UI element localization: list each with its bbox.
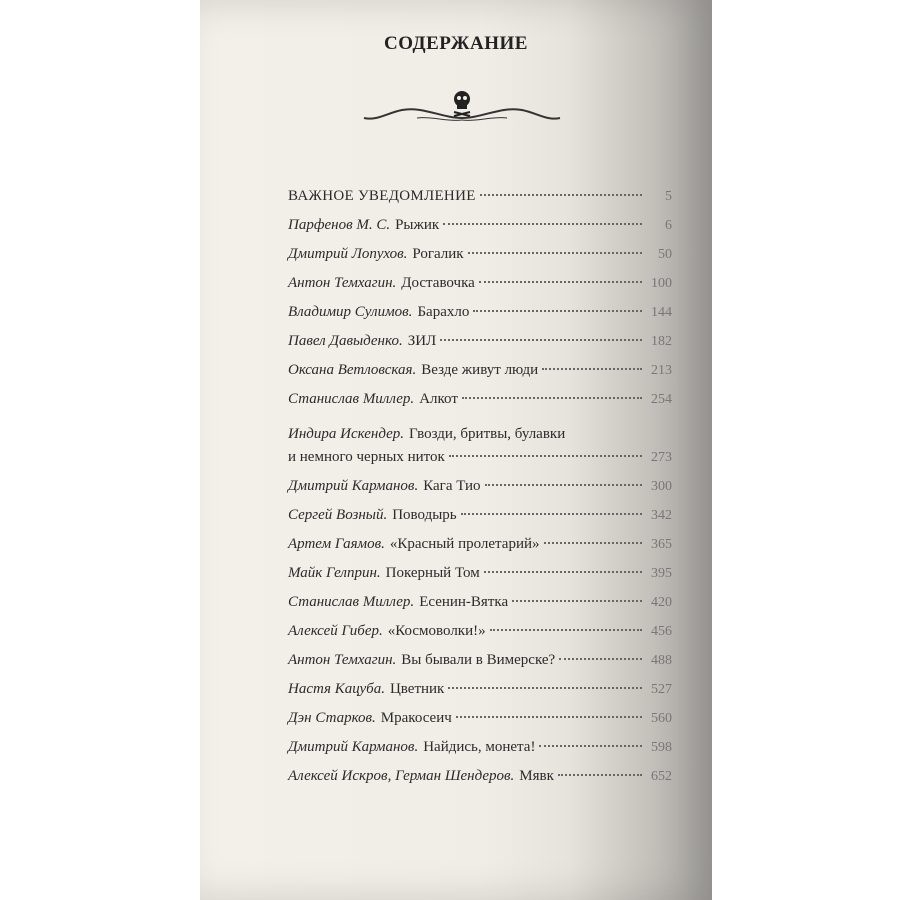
dot-leader: [542, 368, 642, 370]
toc-author: Антон Темхагин.: [288, 652, 397, 668]
toc-title: «Космоволки!»: [387, 623, 486, 639]
toc-entry: [288, 536, 672, 565]
dot-leader: [462, 397, 642, 399]
dot-leader: [456, 716, 642, 718]
toc-entry: [288, 710, 672, 739]
toc-author: Антон Темхагин.: [288, 275, 397, 291]
toc-page-number: 342: [651, 508, 672, 523]
toc-page-number: 598: [651, 740, 672, 755]
toc-entry: [288, 507, 672, 536]
toc-page-number: 50: [658, 247, 672, 262]
dot-leader: [449, 455, 642, 457]
toc-author: Оксана Ветловская.: [288, 362, 417, 378]
dot-leader: [479, 281, 642, 283]
toc-page-number: 254: [651, 392, 672, 407]
toc-page-number: 144: [651, 305, 672, 320]
dot-leader: [468, 252, 642, 254]
toc-author: Артем Гаямов.: [288, 536, 385, 552]
toc-title: Кага Тио: [423, 478, 481, 494]
dot-leader: [558, 774, 642, 776]
toc-title: Вы бывали в Вимерске?: [401, 652, 556, 668]
toc-page-number: 6: [665, 218, 672, 233]
toc-author: Алексей Искров, Герман Шендеров.: [288, 768, 515, 784]
dot-leader: [473, 310, 642, 312]
dot-leader: [490, 629, 642, 631]
toc-author: Парфенов М. С.: [288, 217, 391, 233]
toc-entry: [288, 594, 672, 623]
toc-title: Алкот: [419, 391, 458, 407]
dot-leader: [448, 687, 642, 689]
toc-entry: [288, 217, 672, 246]
toc-page-number: 100: [651, 276, 672, 291]
toc-title: ЗИЛ: [407, 333, 437, 349]
toc-title: Цветник: [389, 681, 445, 697]
toc-title: Покерный Том: [385, 565, 480, 581]
toc-title: Есенин-Вятка: [419, 594, 509, 610]
toc-entry: [288, 420, 672, 478]
dot-leader: [480, 194, 642, 196]
toc-entry: [288, 304, 672, 333]
toc-author: Дмитрий Лопухов.: [288, 246, 408, 262]
toc-entry: [288, 681, 672, 710]
toc-page-number: 395: [651, 566, 672, 581]
toc-title: Доставочка: [401, 275, 475, 291]
dot-leader: [485, 484, 642, 486]
toc-author: Майк Гелприн.: [288, 565, 381, 581]
toc-title: Рогалик: [412, 246, 464, 262]
dot-leader: [484, 571, 642, 573]
toc-entry: [288, 768, 672, 797]
toc-entry: [288, 652, 672, 681]
toc-entry: [288, 623, 672, 652]
toc-page-number: 273: [651, 450, 672, 465]
toc-page-number: 182: [651, 334, 672, 349]
toc-page-number: 213: [651, 363, 672, 378]
toc-title: Мракосеич: [380, 710, 452, 726]
toc-page-number: 365: [651, 537, 672, 552]
toc-title-continued: и немного черных ниток: [288, 449, 445, 465]
toc-entry: [288, 275, 672, 304]
dot-leader: [544, 542, 642, 544]
toc-page-number: 5: [665, 189, 672, 204]
toc-title: Гвозди, бритвы, булавки: [409, 426, 566, 442]
toc-author: Павел Давыденко.: [288, 333, 403, 349]
toc-entry: [288, 739, 672, 768]
toc-entry: [288, 478, 672, 507]
toc-page-number: 420: [651, 595, 672, 610]
toc-title: Везде живут люди: [421, 362, 539, 378]
toc-author: Дмитрий Карманов.: [288, 739, 419, 755]
toc-title: ВАЖНОЕ УВЕДОМЛЕНИЕ: [288, 188, 476, 204]
toc-entry: [288, 188, 672, 217]
toc-page-number: 652: [651, 769, 672, 784]
toc-author: Станислав Миллер.: [288, 391, 415, 407]
toc-title: Рыжик: [395, 217, 440, 233]
toc-author: Владимир Сулимов.: [288, 304, 413, 320]
toc-author: Дэн Старков.: [288, 710, 376, 726]
toc-page-number: 560: [651, 711, 672, 726]
toc-author: Дмитрий Карманов.: [288, 478, 419, 494]
toc-author: Индира Искендер.: [288, 426, 405, 442]
toc-title: Поводырь: [392, 507, 457, 523]
toc-entry: [288, 246, 672, 275]
toc-author: Сергей Возный.: [288, 507, 388, 523]
toc-title: Мявк: [519, 768, 554, 784]
table-of-contents: [288, 188, 672, 797]
toc-title: Найдись, монета!: [423, 739, 536, 755]
toc-entry: [288, 333, 672, 362]
toc-title: «Красный пролетарий»: [389, 536, 540, 552]
dot-leader: [461, 513, 642, 515]
dot-leader: [440, 339, 642, 341]
book-page: [200, 0, 712, 900]
toc-page-number: 488: [651, 653, 672, 668]
toc-entry: [288, 565, 672, 594]
toc-page-number: 456: [651, 624, 672, 639]
toc-page-number: 527: [651, 682, 672, 697]
page-title: СОДЕРЖАНИЕ: [384, 33, 528, 54]
toc-page-number: 300: [651, 479, 672, 494]
toc-author: Настя Кацуба.: [288, 681, 385, 697]
skull-flourish-icon: [362, 88, 562, 128]
toc-title: Барахло: [417, 304, 470, 320]
dot-leader: [559, 658, 642, 660]
dot-leader: [512, 600, 642, 602]
dot-leader: [539, 745, 642, 747]
dot-leader: [443, 223, 642, 225]
toc-entry: [288, 391, 672, 420]
toc-author: Станислав Миллер.: [288, 594, 415, 610]
toc-entry: [288, 362, 672, 391]
toc-author: Алексей Гибер.: [288, 623, 383, 639]
